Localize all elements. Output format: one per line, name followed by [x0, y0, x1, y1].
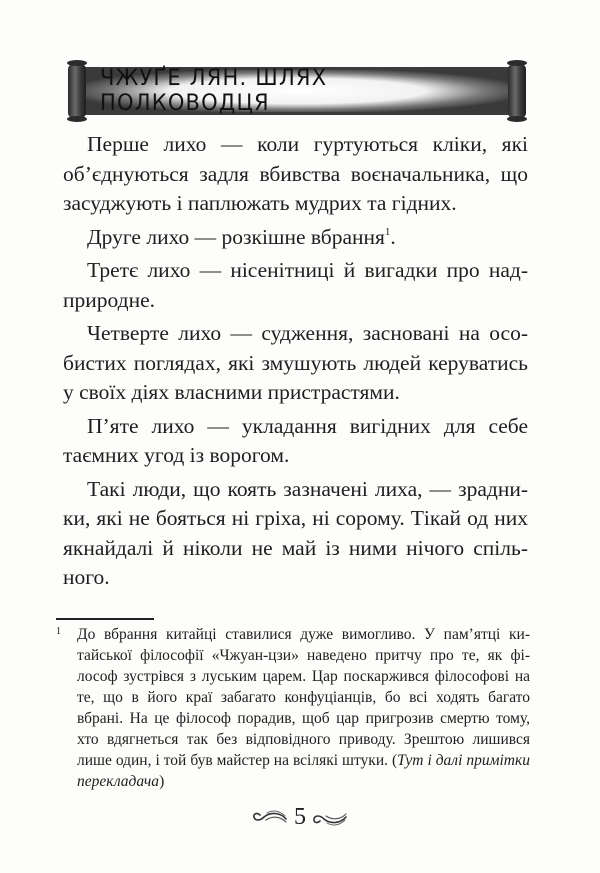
paragraph-text: Друге лихо — розкішне вбрання — [87, 224, 385, 249]
paragraph: Четверте лихо — судження, засновані на особистих поглядах, які змушують людей керуватись у своїх діях власними пристрастями. — [63, 321, 528, 404]
footnote-divider — [56, 618, 154, 620]
footnote-close: ) — [159, 773, 165, 790]
page-number: 5 — [294, 804, 306, 830]
paragraph: Перше лихо — коли гуртуються кліки, які об’єднуються задля вбивства воєначальника, що засуджують і паплюжать мудрих та гідних. — [63, 132, 528, 215]
paragraph: Третє лихо — нісенітниці й вигадки про надприродне. — [63, 258, 528, 312]
chapter-header-banner — [60, 58, 534, 124]
paragraph-end: . — [390, 224, 396, 249]
footnote-mark: 1 — [56, 626, 61, 637]
body-text — [63, 130, 528, 593]
chapter-title: ЧЖУҐЕ ЛЯН. ШЛЯХ ПОЛКОВОДЦЯ — [100, 64, 328, 116]
flourish-left-icon — [252, 809, 288, 827]
footnote — [56, 624, 530, 792]
paragraph: П’яте лихо — укладання вигідних для себе таємних угод із ворогом. — [63, 413, 528, 467]
flourish-right-icon — [312, 809, 348, 827]
paragraph — [63, 223, 528, 253]
paragraph: Такі люди, що коять зазначені лиха, — зрадники, які не бояться ні гріха, ні сорому. Тікай од них якнайдалі й ніколи не май із ними нічого спільного. — [63, 476, 528, 589]
footnote-text: До вбрання китайці ставилися дуже вимогливо. У пам’ятці китайської філософії «Чжуан-цзи» наведено притчу про те, як філософ зустрівся з луським царем. Цар поскаржився філософові на те, що в його краї забагато конфуціанців, бо всі ходять багато вбрані. На це філософ порадив, щоб цар пригрозив смертю тому, хто вдягнеться так без відповідного приводу. Зрештою лишився лише один, і той був майстер на всілякі штуки. ( — [77, 626, 530, 769]
footnote-body — [77, 624, 530, 792]
page-number-block — [0, 804, 600, 831]
footnote-reference[interactable]: 1 — [384, 225, 391, 238]
translator-note: Тут і далі примітки перекладача — [77, 752, 530, 790]
